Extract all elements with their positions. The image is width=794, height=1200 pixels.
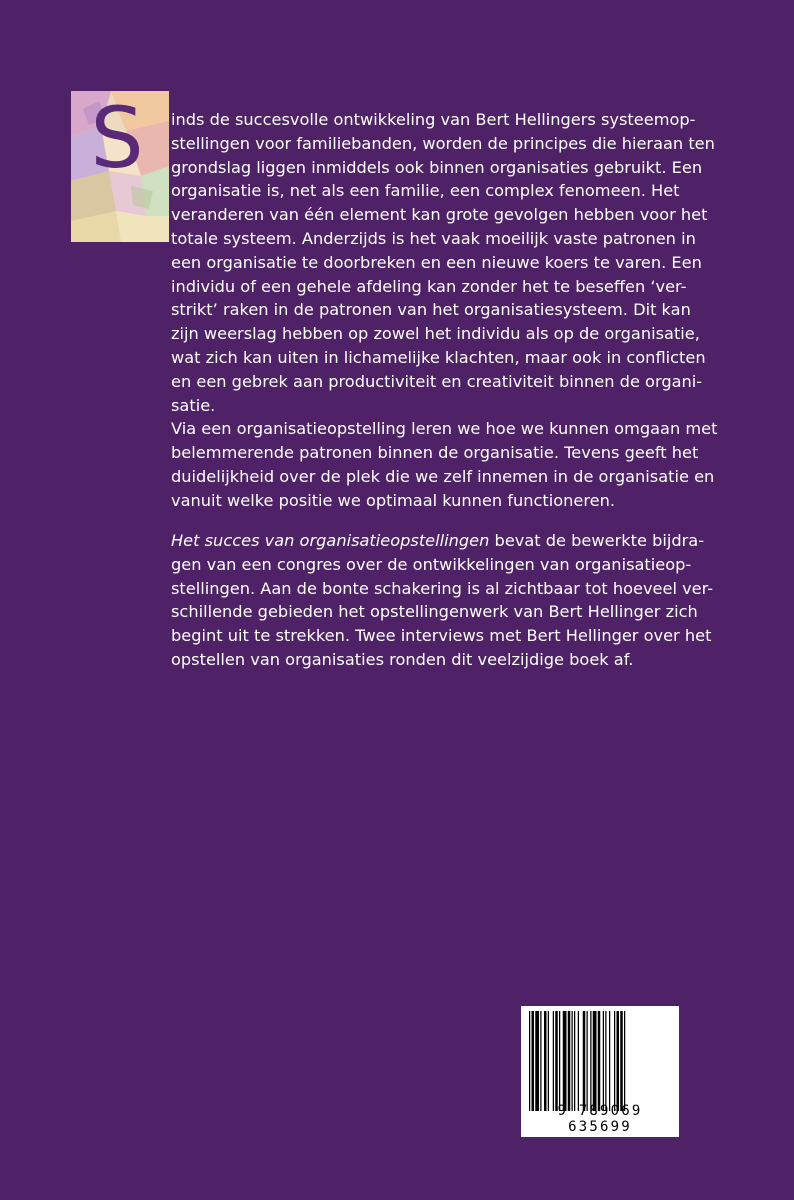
decorative-collage-tile [71, 91, 169, 242]
text-line-first [171, 529, 723, 553]
text-line: gen van een congres over de ontwikkelingen van organisatieop- [171, 554, 692, 574]
text-line: grondslag liggen inmiddels ook binnen organisaties gebruikt. Een [171, 157, 703, 177]
text-line: wat zich kan uiten in lichamelijke klachten, maar ook in conflicten [171, 347, 706, 367]
drop-cap-letter: S [90, 91, 144, 187]
text-line: zijn weerslag hebben op zowel het individu als op de organisatie, [171, 324, 700, 344]
text-line: satie. [171, 395, 216, 415]
text-line: strikt’ raken in de patronen van het organisatiesysteem. Dit kan [171, 300, 691, 320]
text-line: schillende gebieden het opstellingenwerk van Bert Hellinger zich [171, 602, 698, 622]
text-line: organisatie is, net als een familie, een complex fenomeen. Het [171, 181, 680, 201]
book-title-italic: Het succes van organisatieopstellingen [171, 531, 490, 550]
text-line: vanuit welke positie we optimaal kunnen functioneren. [171, 490, 616, 510]
text-line: een organisatie te doorbreken en een nieuwe koers te varen. Een [171, 252, 702, 272]
text-line: duidelijkheid over de plek die we zelf innemen in de organisatie en [171, 466, 715, 486]
text-line: belemmerende patronen binnen de organisatie. Tevens geeft het [171, 443, 699, 463]
text-line: stellingen. Aan de bonte schakering is al zichtbaar tot hoeveel ver- [171, 578, 714, 598]
text-line: opstellen van organisaties ronden dit veelzijdige boek af. [171, 649, 634, 669]
blurb-paragraph-1 [171, 108, 723, 513]
text-line: veranderen van één element kan grote gevolgen hebben voor het [171, 205, 708, 225]
blurb-paragraph-2 [171, 529, 723, 672]
barcode-bars [527, 1011, 673, 1111]
text-line: totale systeem. Anderzijds is het vaak moeilijk vaste patronen in [171, 228, 696, 248]
text-line: en een gebrek aan productiviteit en creativiteit binnen de organi- [171, 371, 703, 391]
isbn-barcode [521, 1006, 679, 1137]
text-line: stellingen voor familiebanden, worden de principes die hieraan ten [171, 133, 715, 153]
text-line: individu of een gehele afdeling kan zonder het te beseffen ‘ver- [171, 276, 687, 296]
text-line: begint uit te strekken. Twee interviews met Bert Hellinger over het [171, 626, 712, 646]
text-line-rest: bevat de bewerkte bijdra- [489, 531, 705, 550]
text-line: Via een organisatieopstelling leren we hoe we kunnen omgaan met [171, 419, 718, 439]
text-line: inds de succesvolle ontwikkeling van Bert Hellingers systeemop- [171, 110, 696, 129]
isbn-number: 9 789069 635699 [557, 1103, 643, 1135]
